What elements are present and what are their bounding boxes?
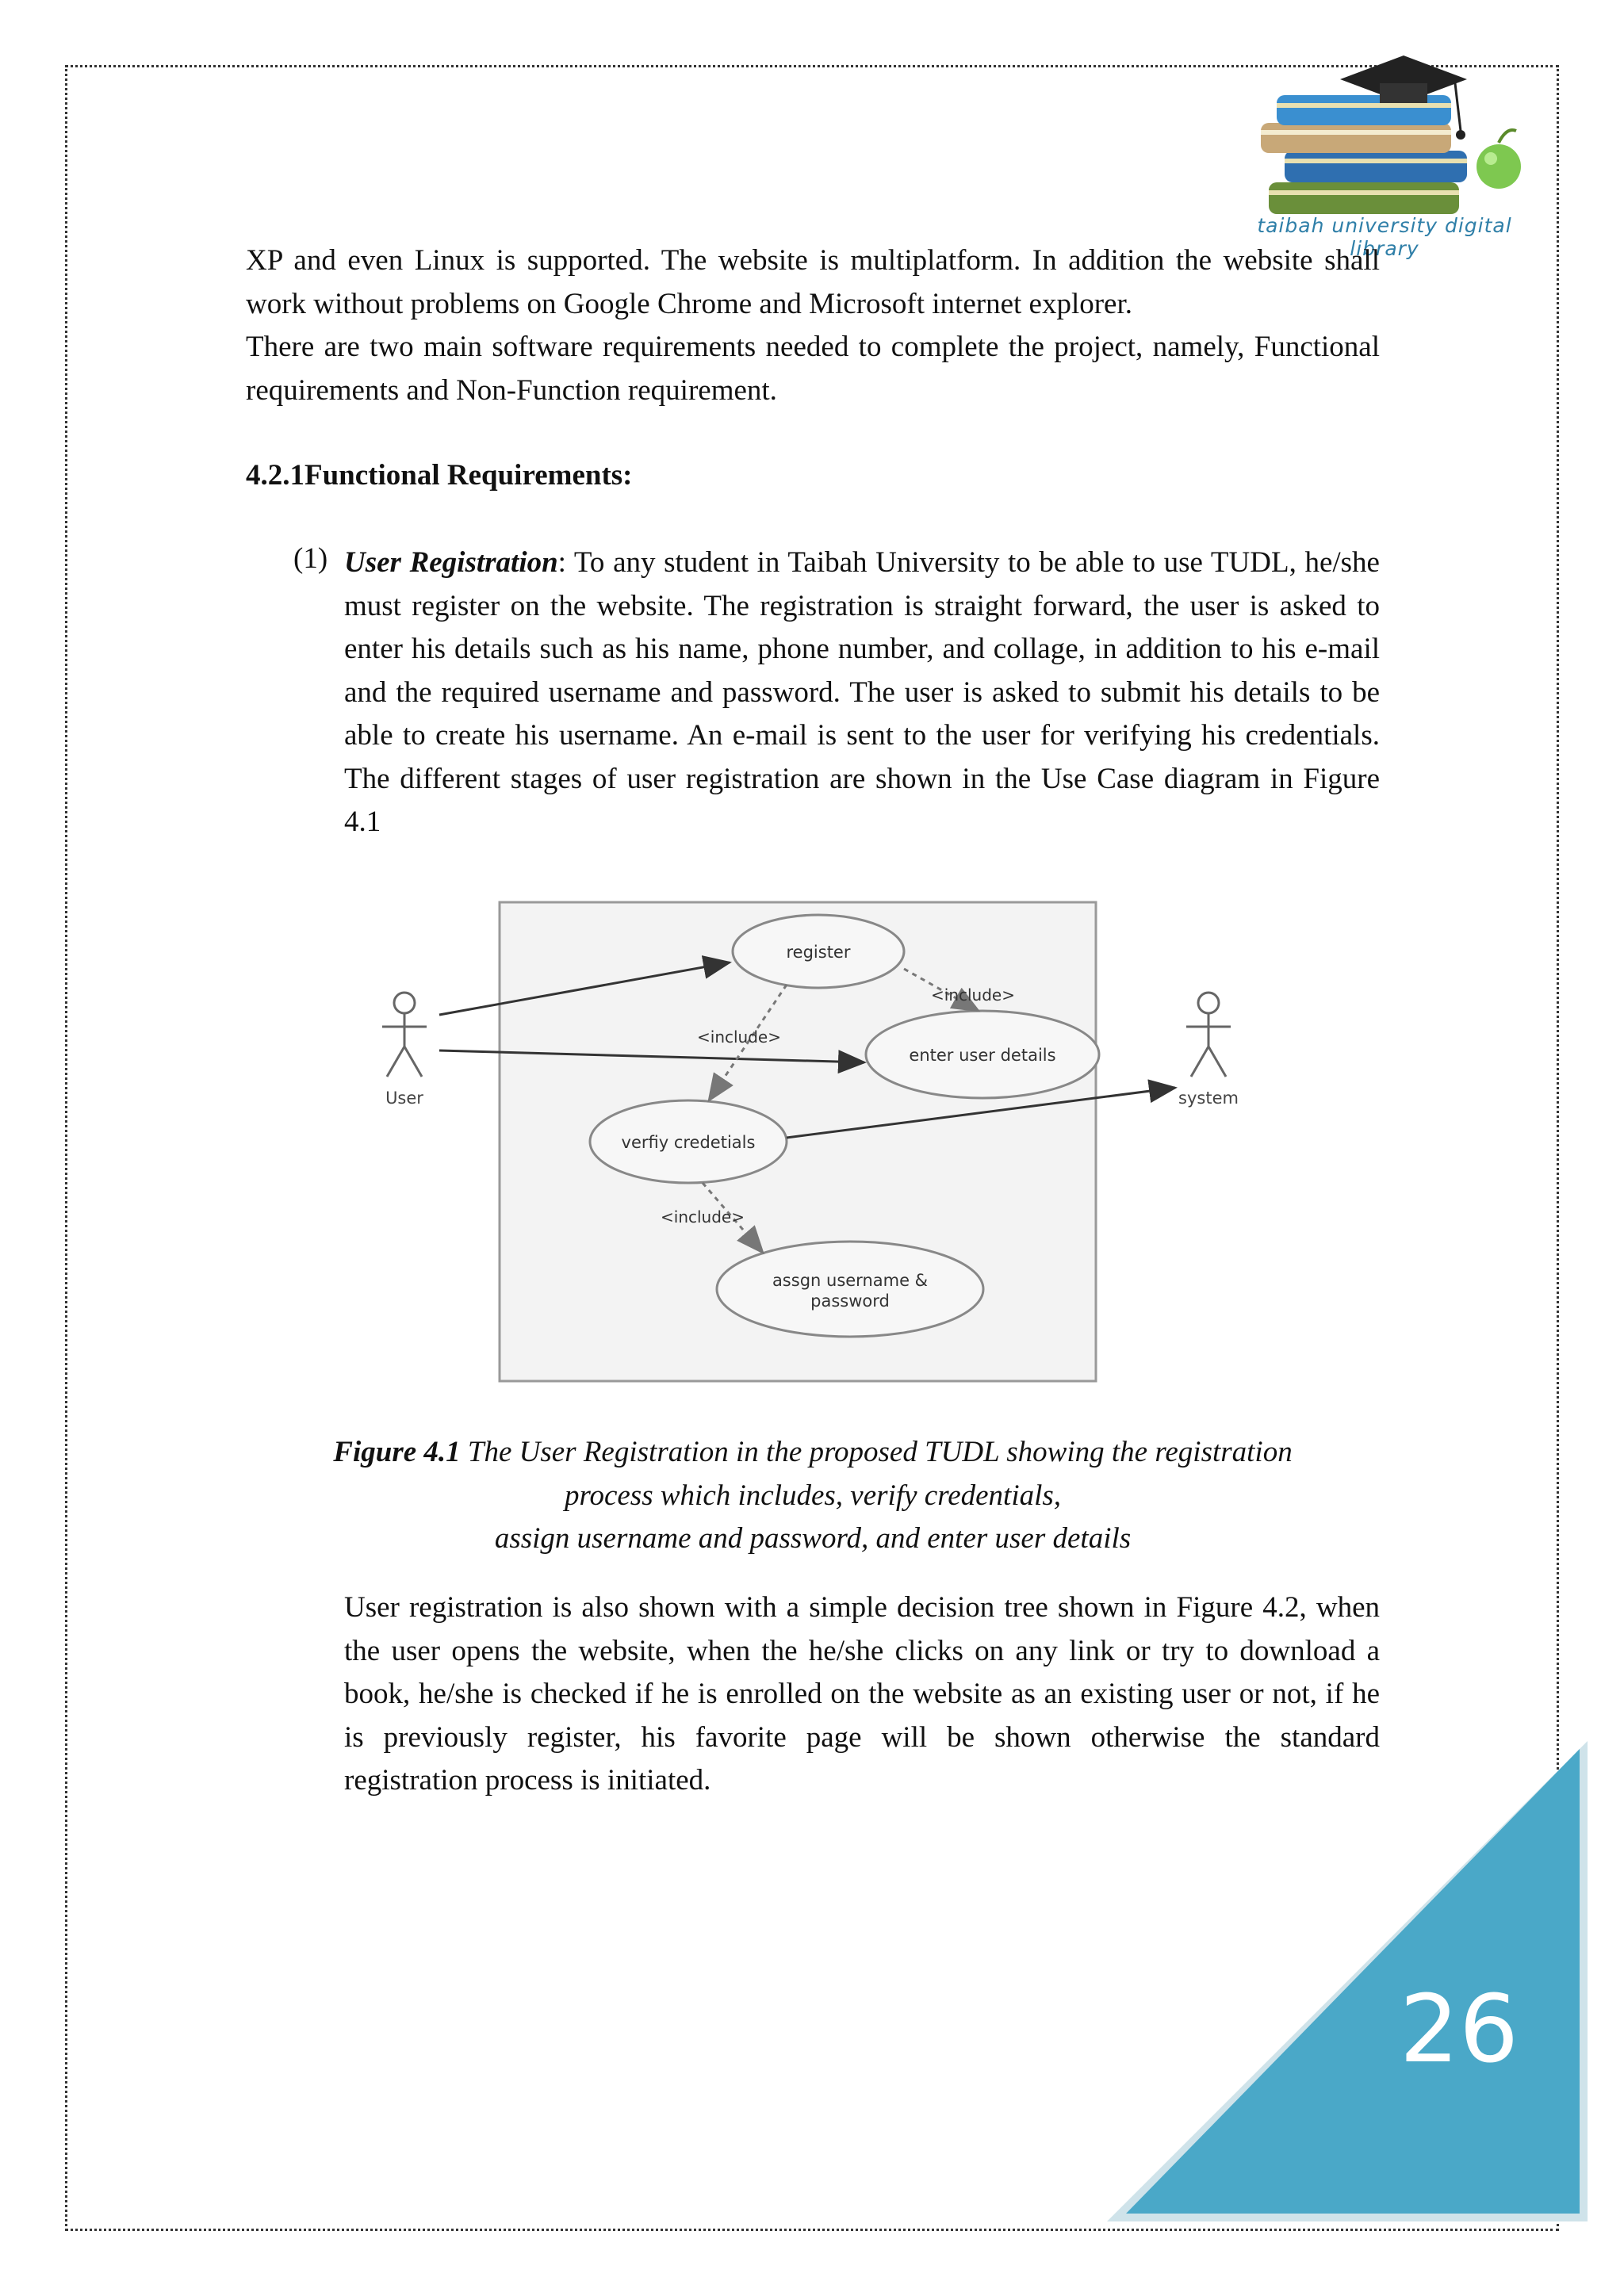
actor-system [1186, 993, 1231, 1077]
usecase-verify-label: verfiy credetials [621, 1133, 756, 1152]
item-text: : To any student in Taibah University to be able to use TUDL, he/she must register on the website. The registration is straight forward, the user is asked to enter his details such as his name, phone number, and collage, in addition to his e-mail and the required username and password. The user is asked to submit his details to be able to create his username. An e-mail is sent to the user for verifying his credentials. The different stages of user registration are shown in the Use Case diagram in Figure 4.1 [344, 546, 1380, 838]
intro-paragraph [246, 239, 1380, 412]
include-label-3: <include> [661, 1207, 745, 1226]
caption-line-1: The User Registration in the proposed TUDL showing the registration [460, 1436, 1293, 1468]
usecase-register-label: register [786, 943, 851, 962]
actor-system-label: system [1178, 1089, 1239, 1108]
figure-label: Figure 4.1 [333, 1436, 461, 1468]
usecase-enter-details-label: enter user details [909, 1046, 1056, 1065]
actor-user [382, 993, 427, 1077]
include-label-1: <include> [931, 985, 1015, 1004]
caption-line-3: assign username and password, and enter user details [494, 1522, 1132, 1555]
library-logo [1253, 48, 1522, 242]
usecase-assign-label-1: assgn username & [772, 1271, 929, 1290]
figure-caption [246, 1431, 1380, 1561]
use-case-diagram [366, 896, 1254, 1387]
list-number: (1) [293, 542, 328, 575]
user-registration-paragraph [344, 541, 1380, 844]
page-number: 26 [1399, 1974, 1519, 2084]
intro-line-1: XP and even Linux is supported. The website is multiplatform. In addition the website shall work without problems on Google Chrome and Microsoft internet explorer. [246, 244, 1380, 320]
section-heading: 4.2.1Functional Requirements: [246, 459, 633, 492]
actor-user-label: User [385, 1089, 423, 1108]
intro-line-2: There are two main software requirements needed to complete the project, namely, Functional requirements and Non-Function requirement. [246, 331, 1380, 407]
item-lead: User Registration [344, 546, 558, 579]
usecase-assign-label-2: password [810, 1292, 890, 1311]
logo-caption: taibah university digital library [1257, 214, 1512, 260]
decision-text: User registration is also shown with a simple decision tree shown in Figure 4.2, when the user opens the website, when the he/she clicks on any link or try to download a book, he/she is checked if he is enrolled on the website as an existing user or not, if he is previously register, his favorite page will be shown otherwise the standard registration process is initiated. [344, 1591, 1380, 1797]
include-label-2: <include> [697, 1027, 781, 1047]
caption-line-2: process which includes, verify credentials, [564, 1479, 1062, 1512]
